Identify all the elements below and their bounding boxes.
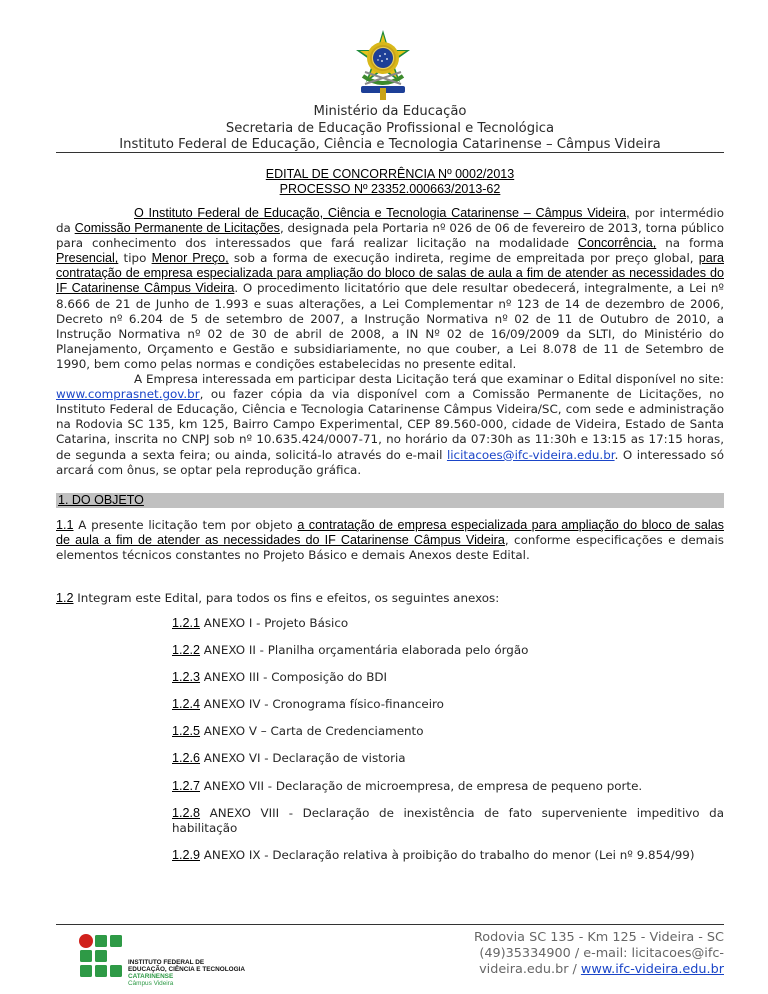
object-highlight: a contratação de empresa especializada para ampliação do bloco de salas de aula a fim de atender as necessidades do IF Catarinense Câmpus Videira bbox=[56, 518, 724, 548]
modality: Concorrência, bbox=[577, 236, 657, 251]
header-divider bbox=[56, 152, 724, 153]
type: Menor Preço, bbox=[151, 251, 229, 266]
committee-name: Comissão Permanente de Licitações bbox=[74, 221, 280, 236]
institute-name: O Instituto Federal de Educação, Ciência e Tecnologia Catarinense – Câmpus Videira, bbox=[134, 206, 630, 220]
process-number: PROCESSO Nº 23352.000663/2013-62 bbox=[279, 182, 501, 196]
annex-item: 1.2.5 ANEXO V – Carta de Credenciamento bbox=[172, 724, 424, 738]
annex-item: 1.2.9 ANEXO IX - Declaração relativa à proibição do trabalho do menor (Lei nº 9.854/99) bbox=[172, 848, 695, 862]
footer-address: Rodovia SC 135 - Km 125 - Videira - SC (49)35334900 / e-mail: licitacoes@ifc- videira.edu.br / www.ifc-videira.edu.br bbox=[473, 930, 724, 977]
intro-paragraph-1: O Instituto Federal de Educação, Ciência e Tecnologia Catarinense – Câmpus Videira, por intermédio da Comissão Permanente de Licitações, designada pela Portaria nº 026 de 06 de fevereiro de 2013, torna público para conhecimento dos interessados que fará realizar licitação na modalidade Concorrência, na forma Presencial, tipo Menor Preço, sob a forma de execução indireta, regime de empreitada por preço global, para contratação de empresa especializada para ampliação do bloco de salas de aula a fim de atender as necessidades do IF Catarinense Câmpus Videira. O procedimento licitatório que dele resultar obedecerá, integralmente, a Lei nº 8.666 de 21 de Junho de 1.993 e suas alterações, a Lei Complementar nº 123 de 14 de dezembro de 2006, Decreto nº 6.204 de 5 de setembro de 2007, a Instrução Normativa nº 02 de 11 de Outubro de 2010, a Instrução Normativa nº 02 de 30 de abril de 2008, a IN Nº 02 de 16/09/2009 da SLTI, do Ministério do Planejamento, Orçamento e Gestão e subsidiariamente, no que couber, a Lei 8.078 de 11 de Setembro de 1990, bem como pelas normas e condições estabelecidas no presente edital. bbox=[56, 206, 725, 371]
annex-item: 1.2.4 ANEXO IV - Cronograma físico-financeiro bbox=[172, 697, 444, 711]
brazil-coat-of-arms-icon bbox=[353, 28, 413, 104]
secretariat-line: Secretaria de Educação Profissional e Tecnológica bbox=[225, 120, 555, 136]
if-catarinense-logo-icon bbox=[76, 932, 126, 987]
document-header bbox=[56, 104, 724, 154]
ministry-line: Ministério da Educação bbox=[313, 104, 467, 119]
institute-line: Instituto Federal de Educação, Ciência e Tecnologia Catarinense – Câmpus Videira bbox=[119, 137, 661, 152]
footer-divider bbox=[56, 924, 724, 925]
footer-site-link[interactable]: www.ifc-videira.edu.br bbox=[580, 962, 724, 977]
email-link[interactable]: licitacoes@ifc-videira.edu.br bbox=[446, 447, 615, 462]
annex-item: 1.2.2 ANEXO II - Planilha orçamentária elaborada pelo órgão bbox=[172, 643, 529, 657]
object-highlight: para contratação de empresa especializada para ampliação do bloco de salas de aula a fim de atender as necessidades do IF Catarinense Câmpus Videira bbox=[56, 251, 725, 296]
edital-title: EDITAL DE CONCORRÊNCIA Nº 0002/2013 bbox=[265, 167, 515, 181]
annex-item: 1.2.3 ANEXO III - Composição do BDI bbox=[172, 670, 388, 684]
annex-item: 1.2.1 ANEXO I - Projeto Básico bbox=[172, 616, 349, 630]
annex-item: 1.2.7 ANEXO VII - Declaração de microempresa, de empresa de pequeno porte. bbox=[172, 779, 643, 793]
item-1-1: 1.1 A presente licitação tem por objeto a contratação de empresa especializada para ampliação do bloco de salas de aula a fim de atender as necessidades do IF Catarinense Câmpus Videira, conforme especificações e demais elementos técnicos constantes no Projeto Básico e demais Anexos deste Edital. bbox=[56, 518, 725, 563]
form: Presencial, bbox=[56, 251, 119, 266]
item-1-2: 1.2 Integram este Edital, para todos os fins e efeitos, os seguintes anexos: bbox=[56, 591, 500, 605]
annex-item: 1.2.6 ANEXO VI - Declaração de vistoria bbox=[172, 751, 406, 765]
comprasnet-link[interactable]: www.comprasnet.gov.br bbox=[56, 387, 200, 402]
if-catarinense-logo: INSTITUTO FEDERAL DE EDUCAÇÃO, CIÊNCIA E TECNOLOGIA CATARINENSE Câmpus Videira bbox=[76, 932, 256, 987]
intro-section bbox=[56, 206, 724, 478]
intro-paragraph-2: A Empresa interessada em participar desta Licitação terá que examinar o Edital disponível no site: www.comprasnet.gov.br, ou fazer cópia da via disponível com a Comissão Permanente de Licitações, no Instituto Federal de Educação, Ciência e Tecnologia Catarinense Câmpus Videira/SC, com sede e administração na Rodovia SC 135, km 125, Bairro Campo Experimental, CEP 89.560-000, cidade de Videira, Estado de Santa Catarina, inscrita no CNPJ sob nº 10.635.424/0007-71, no horário da 07:30h as 11:30h e 13:15 as 17:15 horas, de segunda a sexta feira; ou ainda, solicitá-lo através do e-mail licitacoes@ifc-videira.edu.br. O interessado só arcará com ônus, se optar pela reprodução gráfica. bbox=[56, 372, 724, 477]
edital-title-block bbox=[56, 167, 724, 197]
section-1-heading: 1. DO OBJETO bbox=[56, 493, 724, 508]
item-number: 1.1 bbox=[56, 518, 74, 532]
item-number: 1.2 bbox=[56, 591, 74, 605]
annex-item: 1.2.8 ANEXO VIII - Declaração de inexistência de fato superveniente impeditivo da habilitação bbox=[172, 806, 724, 835]
